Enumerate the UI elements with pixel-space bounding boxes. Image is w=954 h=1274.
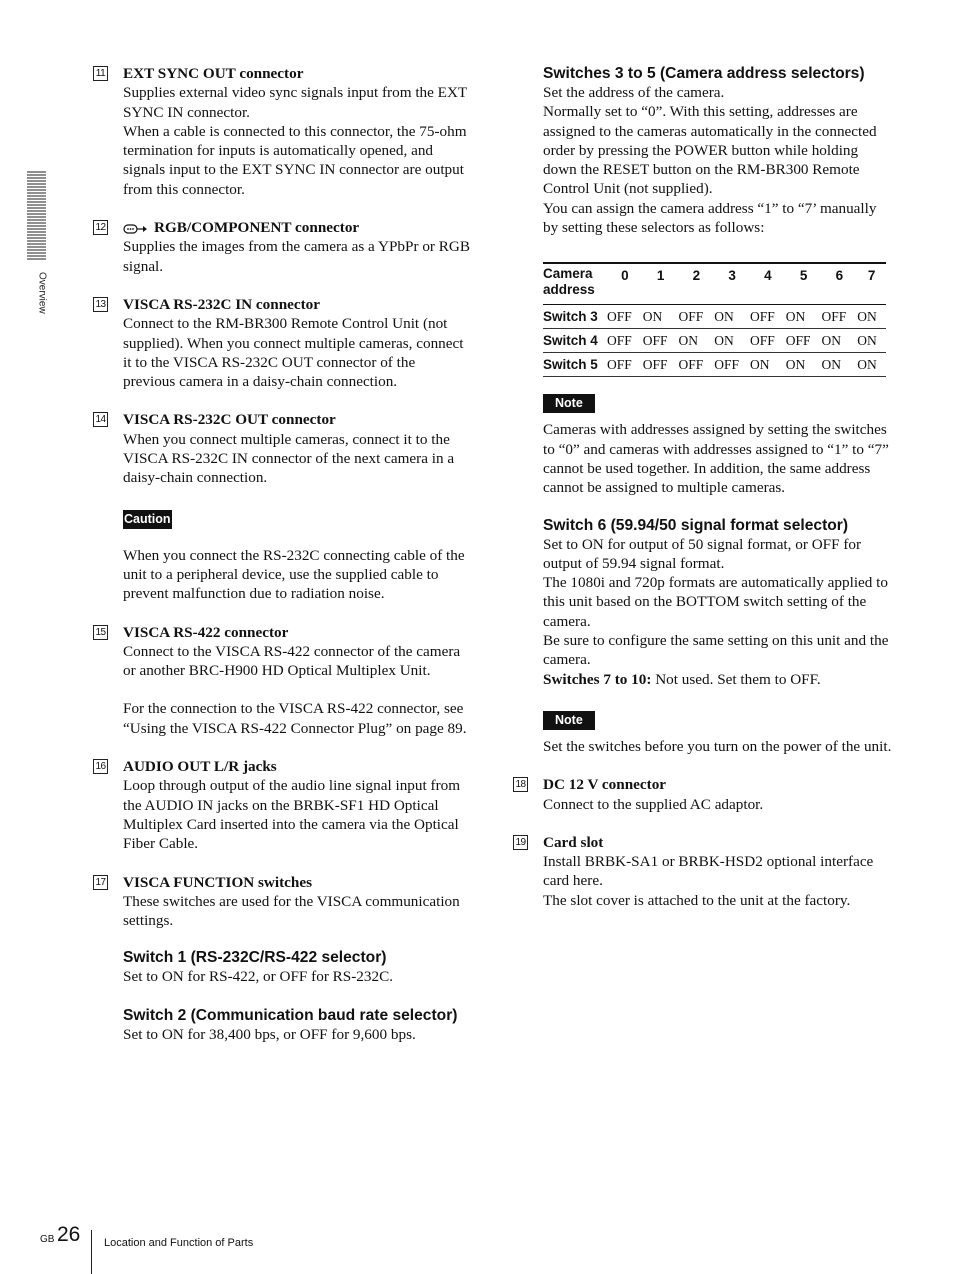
item-text: Connect to the supplied AC adaptor. xyxy=(543,795,764,813)
table-cell: ON xyxy=(786,305,822,329)
footer-section-title: Location and Function of Parts xyxy=(104,1237,254,1249)
table-header-label: Camera address xyxy=(543,263,607,305)
item-heading: VISCA RS-232C OUT connector xyxy=(123,411,336,429)
table-cell: ON xyxy=(643,305,679,329)
switch-6-title: Switch 6 (59.94/50 signal format selector) xyxy=(543,516,849,534)
table-cell: ON xyxy=(750,353,786,377)
table-cell: OFF xyxy=(607,305,643,329)
item-heading: VISCA RS-232C IN connector xyxy=(123,295,321,313)
note-badge: Note xyxy=(543,394,595,413)
table-cell: OFF xyxy=(750,329,786,353)
switches-7-10-text xyxy=(543,670,893,689)
item-heading-text: RGB/COMPONENT connector xyxy=(154,219,360,237)
switch-2-text: Set to ON for 38,400 bps, or OFF for 9,600 bps. xyxy=(123,1025,416,1043)
item-text: Install BRBK-SA1 or BRBK-HSD2 optional interface card here. xyxy=(543,853,874,890)
table-cell: OFF xyxy=(643,353,679,377)
item-text: The slot cover is attached to the unit at the factory. xyxy=(543,891,851,909)
item-heading xyxy=(123,218,470,237)
item-text: Loop through output of the audio line signal input from the AUDIO IN jacks on the BRBK-SF1 HD Optical Multiplex Card inserted into the camera via the Optical Fiber Cable. xyxy=(123,777,461,853)
sidebar-section-label: Overview xyxy=(36,272,48,314)
section-tab-marker xyxy=(27,170,46,260)
switches-3-5-text: Normally set to “0”. With this setting, addresses are assigned to the cameras automatically in the connected order by pressing the POWER button while holding down the RESET button on the RM-BR300 Remote Control Unit (not supplied). xyxy=(543,103,877,198)
table-cell: ON xyxy=(857,305,886,329)
note-text: Set the switches before you turn on the power of the unit. xyxy=(543,737,892,755)
note-badge: Note xyxy=(543,711,595,730)
item-heading: Card slot xyxy=(543,833,604,851)
table-row xyxy=(543,305,886,329)
table-cell: OFF xyxy=(643,329,679,353)
item-number-badge: 18 xyxy=(513,777,528,792)
item-visca-function xyxy=(90,873,470,1044)
table-cell: ON xyxy=(857,329,886,353)
switch-6-text: Be sure to configure the same setting on this unit and the camera. xyxy=(543,632,889,669)
item-rgb-component xyxy=(90,218,470,276)
table-header-cell: 5 xyxy=(786,263,822,305)
table-cell: ON xyxy=(714,329,750,353)
item-visca-rs232c-out xyxy=(90,410,470,603)
table-cell: ON xyxy=(822,353,858,377)
item-number-badge: 12 xyxy=(93,220,108,235)
switches-3-5-title: Switches 3 to 5 (Camera address selectors) xyxy=(543,65,865,82)
item-heading: VISCA RS-422 connector xyxy=(123,623,289,641)
table-header-cell: 7 xyxy=(857,263,886,305)
switches-7-10-label: Switches 7 to 10: xyxy=(543,670,652,688)
table-cell: ON xyxy=(857,353,886,377)
item-audio-out xyxy=(90,757,470,853)
table-cell: OFF xyxy=(679,305,715,329)
component-video-icon xyxy=(123,223,148,235)
item-text: Supplies external video sync signals input from the EXT SYNC IN connector. xyxy=(123,84,467,121)
switch-1-text: Set to ON for RS-422, or OFF for RS-232C. xyxy=(123,968,394,986)
item-text: When a cable is connected to this connector, the 75-ohm termination for inputs is automatically opened, and signals input to the EXT SYNC IN connector are output from this connector. xyxy=(123,122,467,198)
item-text: Connect to the RM-BR300 Remote Control Unit (not supplied). When you connect multiple cameras, connect it to the VISCA RS-232C OUT connector of the previous camera in a daisy-chain connection. xyxy=(123,315,464,391)
switch-6-text: Set to ON for output of 50 signal format, or OFF for output of 59.94 signal format. xyxy=(543,535,862,572)
item-heading: DC 12 V connector xyxy=(543,776,667,794)
switches-3-5-text: Set the address of the camera. xyxy=(543,84,725,101)
table-row xyxy=(543,353,886,377)
row-label: Switch 3 xyxy=(543,305,607,329)
switch-6-text: The 1080i and 720p formats are automatically applied to this unit based on the BOTTOM switch setting of the camera. xyxy=(543,574,888,630)
item-number-badge: 15 xyxy=(93,625,108,640)
item-dc-12v xyxy=(510,775,893,814)
caution-badge: Caution xyxy=(123,510,172,529)
row-label: Switch 5 xyxy=(543,353,607,377)
table-cell: ON xyxy=(679,329,715,353)
left-column xyxy=(90,62,470,1044)
caution-text: When you connect the RS-232C connecting cable of the unit to a peripheral device, use the supplied cable to prevent malfunction due to radiation noise. xyxy=(123,546,465,603)
item-visca-rs422 xyxy=(90,623,470,738)
item-text: Connect to the VISCA RS-422 connector of the camera or another BRC-H900 HD Optical Multiplex Unit. xyxy=(123,642,461,680)
table-cell: ON xyxy=(786,353,822,377)
footer-divider xyxy=(91,1230,92,1274)
note-text: Cameras with addresses assigned by setting the switches to “0” and cameras with addresses assigned to “1” to “7” cannot be used together. In addition, the same address cannot be assigned to multiple cameras. xyxy=(543,421,889,497)
table-cell: ON xyxy=(822,329,858,353)
camera-address-table xyxy=(543,262,886,377)
table-cell: ON xyxy=(714,305,750,329)
table-header-cell: 2 xyxy=(679,263,715,305)
item-number-badge: 11 xyxy=(93,66,108,81)
table-row xyxy=(543,329,886,353)
item-number-badge: 13 xyxy=(93,297,108,312)
item-number-badge: 14 xyxy=(93,412,108,427)
item-number-badge: 16 xyxy=(93,759,108,774)
item-ext-sync-out xyxy=(90,64,470,199)
table-header-cell: 0 xyxy=(607,263,643,305)
table-header-cell: 6 xyxy=(822,263,858,305)
table-header-cell: 3 xyxy=(714,263,750,305)
item-card-slot xyxy=(510,833,893,910)
item-visca-rs232c-in xyxy=(90,295,470,391)
table-cell: OFF xyxy=(607,353,643,377)
item-number-badge: 19 xyxy=(513,835,528,850)
footer-language-code: GB xyxy=(40,1234,55,1245)
item-heading: EXT SYNC OUT connector xyxy=(123,65,304,82)
table-cell: OFF xyxy=(607,329,643,353)
table-cell: OFF xyxy=(750,305,786,329)
table-cell: OFF xyxy=(714,353,750,377)
page-number: 26 xyxy=(57,1223,81,1246)
item-number-badge: 17 xyxy=(93,875,108,890)
table-header-row xyxy=(543,263,886,305)
item-text: For the connection to the VISCA RS-422 connector, see “Using the VISCA RS-422 Connector Plug” on page 89. xyxy=(123,700,467,737)
table-header-cell: 1 xyxy=(643,263,679,305)
switch-2-title: Switch 2 (Communication baud rate selector) xyxy=(123,1006,458,1024)
table-cell: OFF xyxy=(679,353,715,377)
row-label: Switch 4 xyxy=(543,329,607,353)
switches-3-5-text: You can assign the camera address “1” to “7’ manually by setting these selectors as follows: xyxy=(543,199,877,237)
right-column xyxy=(515,62,893,910)
item-text: When you connect multiple cameras, connect it to the VISCA RS-232C IN connector of the next camera in a daisy-chain connection. xyxy=(123,430,455,487)
table-cell: OFF xyxy=(786,329,822,353)
table-cell: OFF xyxy=(822,305,858,329)
table-header-cell: 4 xyxy=(750,263,786,305)
item-text: These switches are used for the VISCA communication settings. xyxy=(123,892,460,930)
item-text: Supplies the images from the camera as a YPbPr or RGB signal. xyxy=(123,238,470,275)
switches-7-10-desc: Not used. Set them to OFF. xyxy=(651,670,821,688)
switch-1-title: Switch 1 (RS-232C/RS-422 selector) xyxy=(123,949,387,967)
item-heading: AUDIO OUT L/R jacks xyxy=(123,758,277,776)
item-heading: VISCA FUNCTION switches xyxy=(123,873,313,891)
